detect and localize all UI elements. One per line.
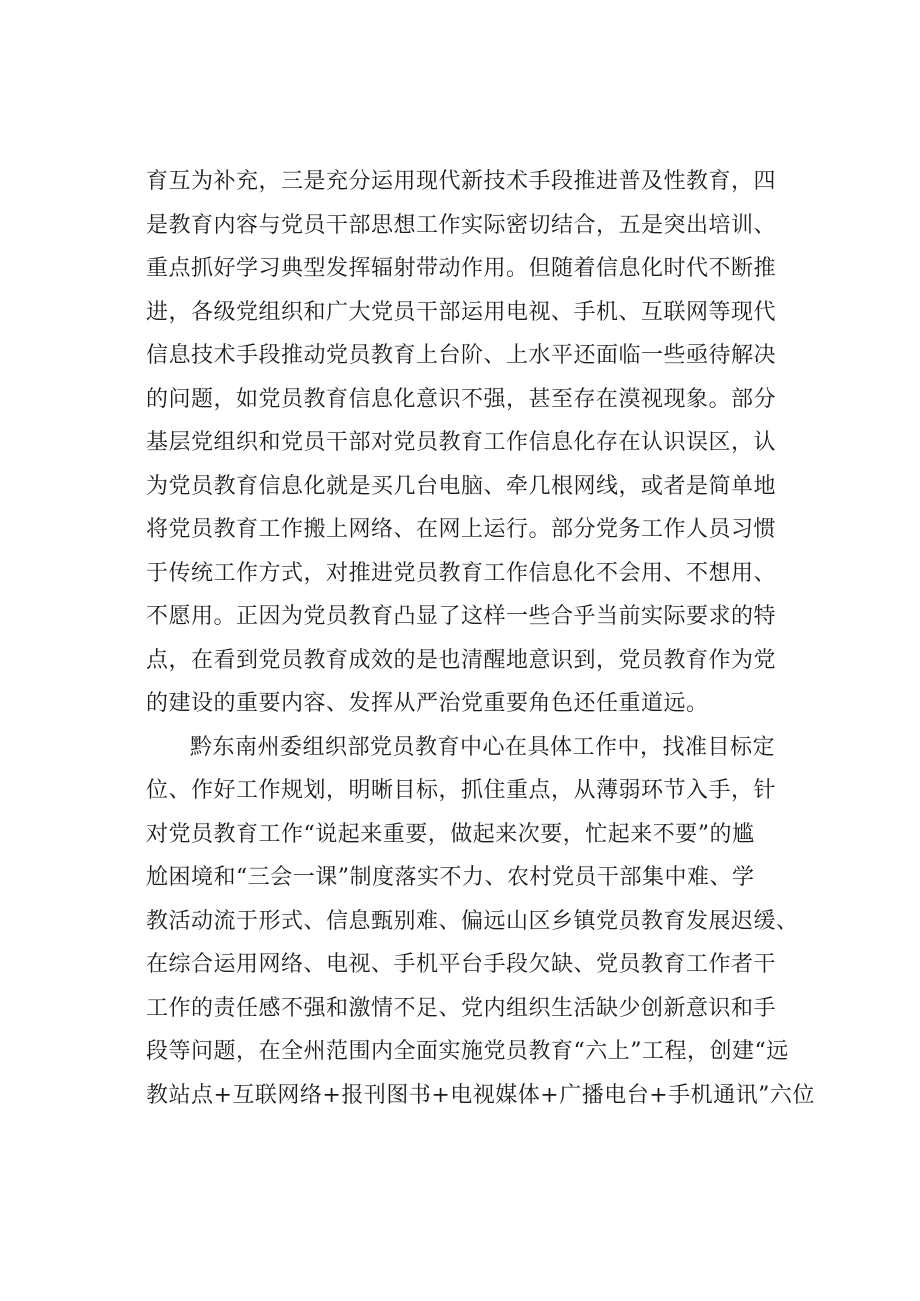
text-line: 基层党组织和党员干部对党员教育工作信息化存在认识误区，认 xyxy=(146,430,777,455)
text-line: 重点抓好学习典型发挥辐射带动作用。但随着信息化时代不断推 xyxy=(146,256,777,281)
text-line: 尬困境和“三会一课”制度落实不力、农村党员干部集中难、学 xyxy=(146,865,755,890)
text-line: 将党员教育工作搬上网络、在网上运行。部分党务工作人员习惯 xyxy=(146,517,777,542)
text-line: 工作的责任感不强和激情不足、党内组织生活缺少创新意识和手 xyxy=(146,995,777,1021)
text-line: 点，在看到党员教育成效的是也清醒地意识到，党员教育作为党 xyxy=(146,647,777,673)
text-line: 于传统工作方式，对推进党员教育工作信息化不会用、不想用、 xyxy=(146,560,777,586)
text-line: 为党员教育信息化就是买几台电脑、牵几根网线，或者是简单地 xyxy=(146,473,777,499)
text-line: 不愿用。正因为党员教育凸显了这样一些合乎当前实际要求的特 xyxy=(146,604,777,629)
text-line: 是教育内容与党员干部思想工作实际密切结合，五是突出培训、 xyxy=(146,212,777,238)
text-line: 的问题，如党员教育信息化意识不强，甚至存在漠视现象。部分 xyxy=(146,386,777,412)
text-line: 段等问题，在全州范围内全面实施党员教育“六上”工程，创建“远 xyxy=(146,1039,789,1064)
text-line: 的建设的重要内容、发挥从严治党重要角色还任重道远。 xyxy=(146,691,709,716)
paragraph-1 xyxy=(146,160,826,726)
text-line: 教站点+互联网络+报刊图书+电视媒体+广播电台+手机通讯”六位 xyxy=(146,1082,815,1108)
text-line: 进，各级党组织和广大党员干部运用电视、手机、互联网等现代 xyxy=(146,299,777,325)
text-line: 位、作好工作规划，明晰目标，抓住重点，从薄弱环节入手，针 xyxy=(146,778,777,803)
document-body xyxy=(146,160,826,1117)
text-line: 在综合运用网络、电视、手机平台手段欠缺、党员教育工作者干 xyxy=(146,952,777,977)
text-line: 黔东南州委组织部党员教育中心在具体工作中，找准目标定 xyxy=(190,734,776,760)
paragraph-2 xyxy=(146,726,826,1118)
text-line: 信息技术手段推动党员教育上台阶、上水平还面临一些亟待解决 xyxy=(146,343,777,368)
text-line: 对党员教育工作“说起来重要，做起来次要，忙起来不要”的尴 xyxy=(146,821,755,847)
text-line: 育互为补充，三是充分运用现代新技术手段推进普及性教育，四 xyxy=(146,169,777,194)
text-line: 教活动流于形式、信息甄别难、偏远山区乡镇党员教育发展迟缓、 xyxy=(146,908,799,934)
